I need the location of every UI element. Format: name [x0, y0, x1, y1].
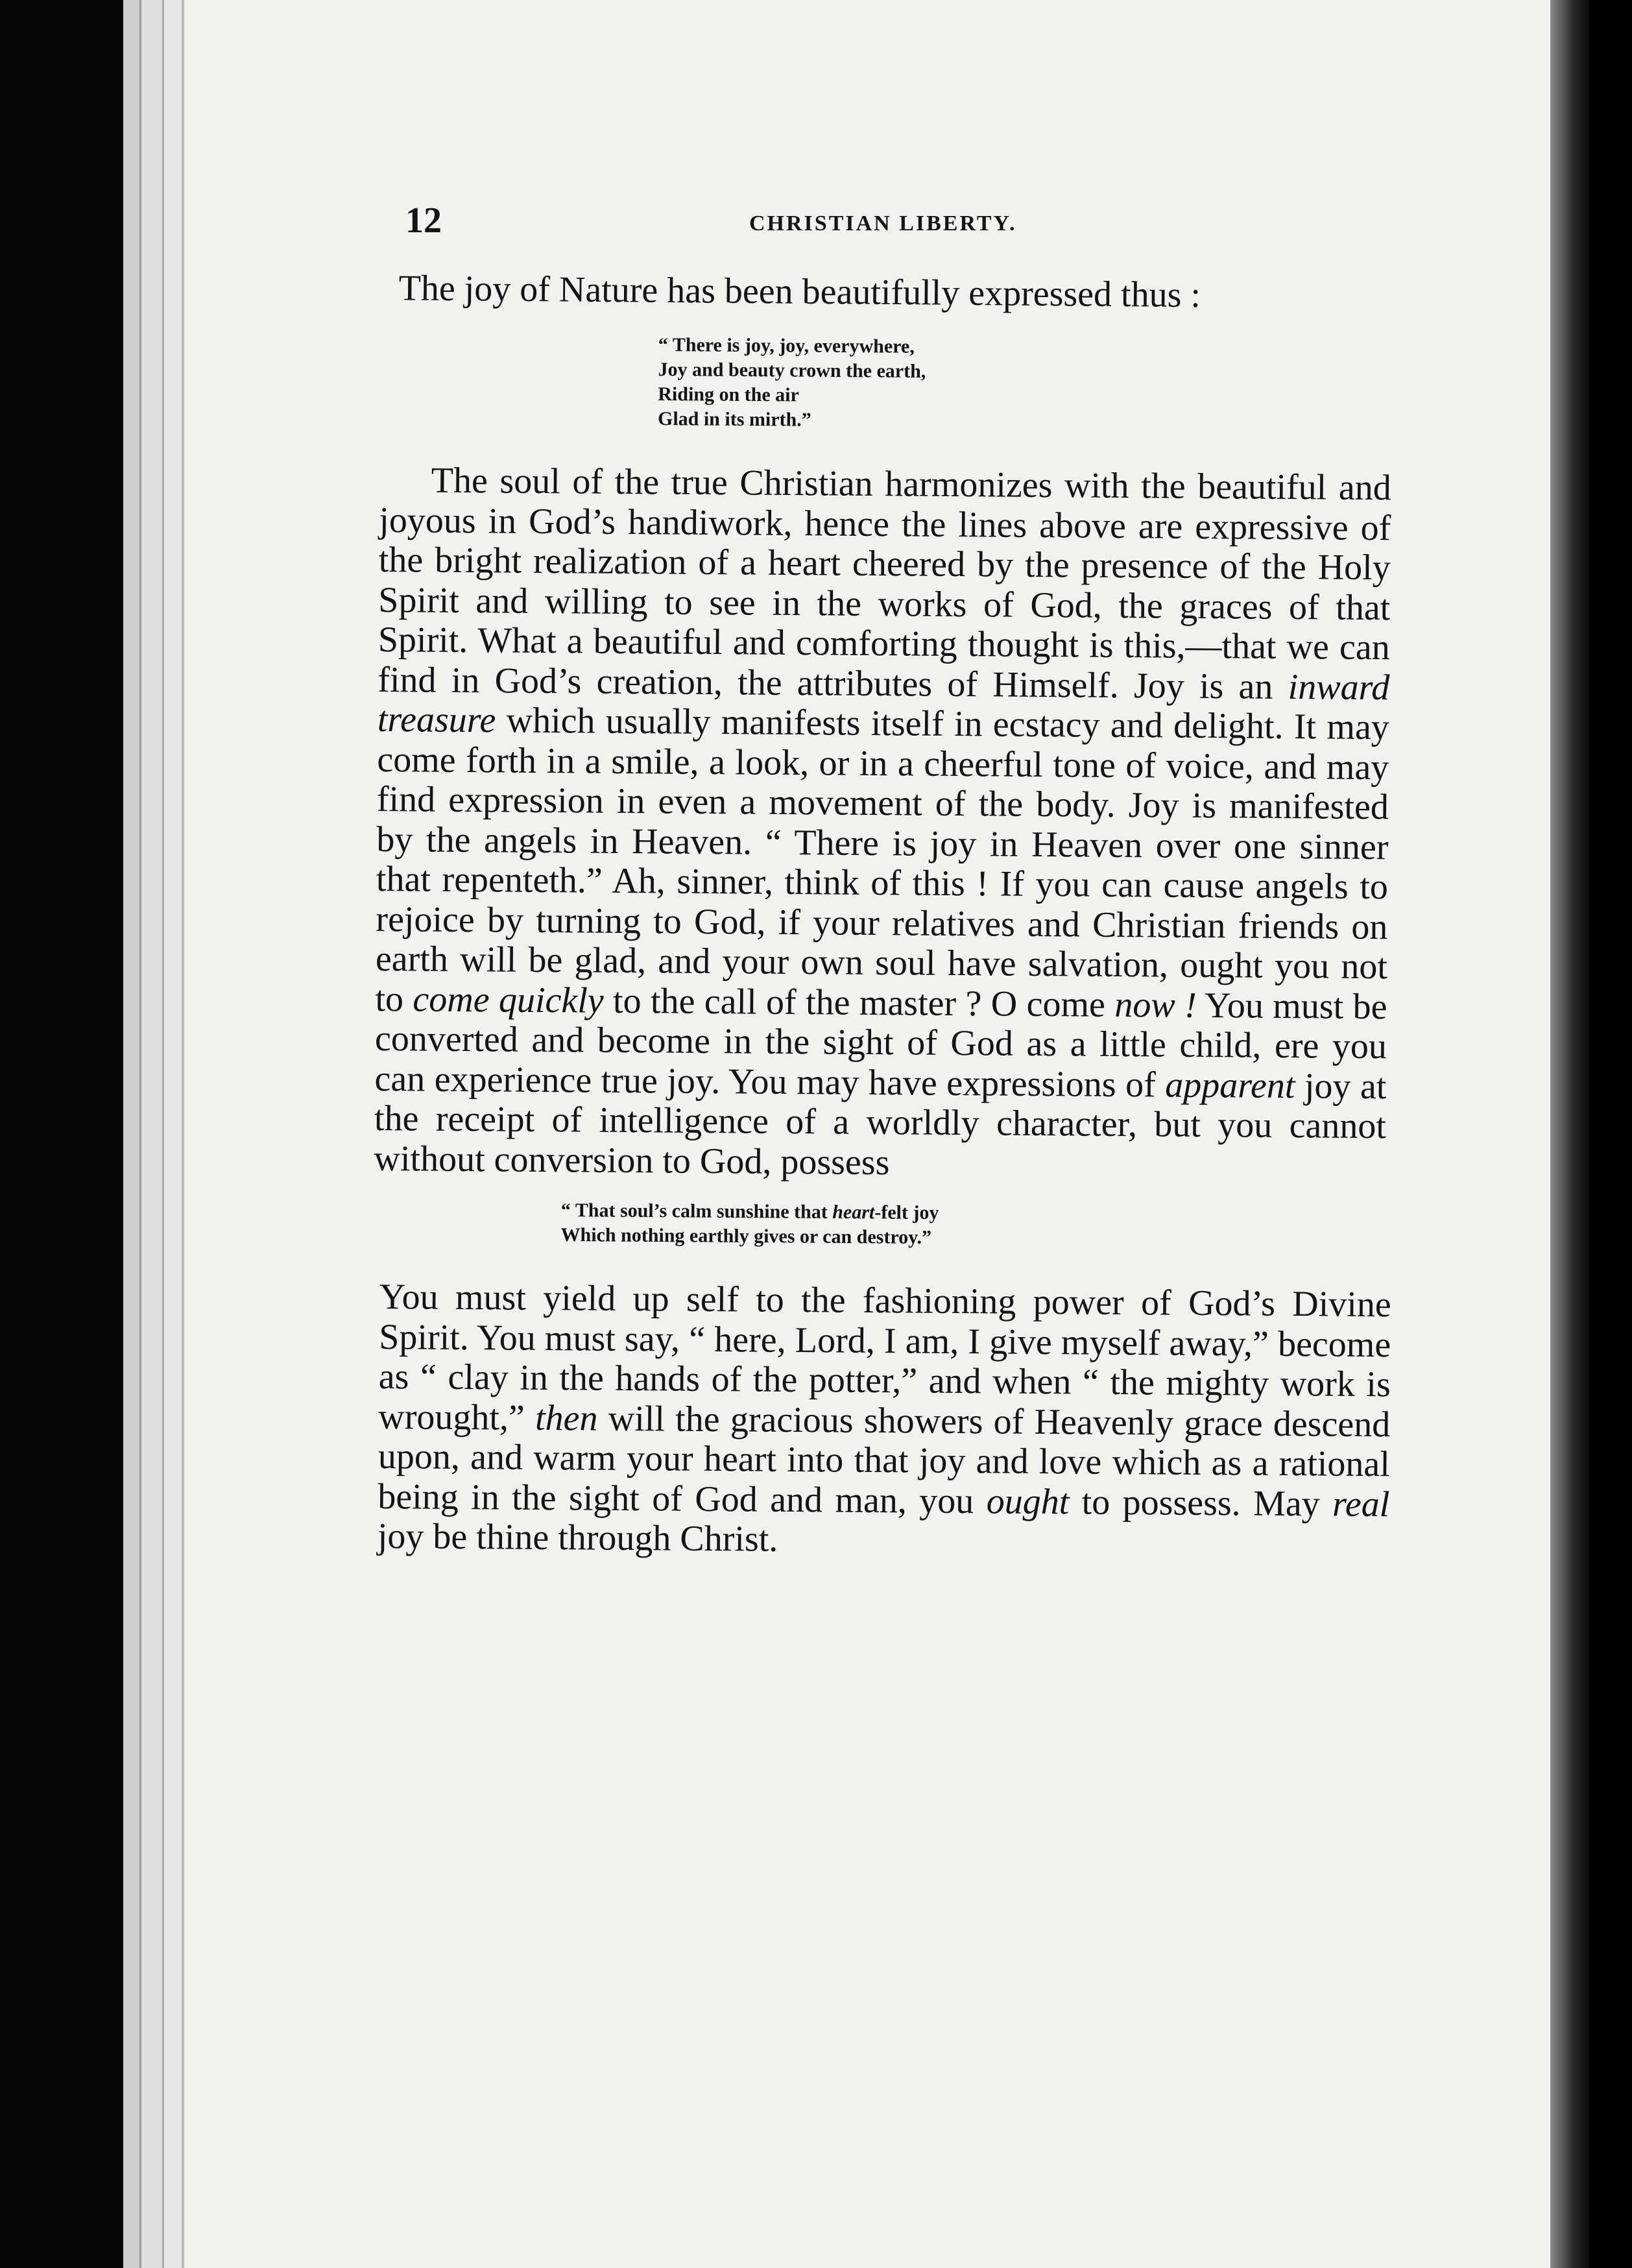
- text-run: joy at the receipt of intelligence of a worldly character, but you cannot without conversion to God, possess: [374, 1065, 1387, 1183]
- text-run: joy be thine through Christ.: [377, 1515, 778, 1560]
- verse-quote: [379, 331, 1391, 437]
- text-run: “ That soul’s calm sunshine that: [560, 1199, 833, 1223]
- emphasis: ought: [986, 1480, 1070, 1522]
- verse-quote: [379, 1197, 1391, 1253]
- intro-line: The joy of Nature has been beautifully expressed thus :: [398, 268, 1201, 316]
- verse-line: Riding on the air: [658, 383, 799, 406]
- emphasis: heart: [832, 1201, 875, 1224]
- running-head: [379, 195, 1391, 266]
- verse-line: Glad in its mirth.”: [657, 407, 811, 431]
- text-run: You must be converted and become in the sight of God as a little child, ere you can experience true joy. You may have expressions of: [374, 985, 1387, 1105]
- running-title: CHRISTIAN LIBERTY.: [749, 211, 1017, 235]
- page-text: [374, 195, 1391, 1575]
- text-run: which usually manifests itself in ecstacy and delight. It may come forth in a smile, a look, or in a cheerful tone of voice, and may find expression in even a movement of the body. Joy is manifested by the angels in Heaven. “ There is joy in Heaven over one sinner that repenteth.” Ah, sinner, think of this ! If you can cause angels to rejoice by turning to God, if your relatives and Christian friends on earth will be glad, and your own soul have salvation, ought you not to: [375, 700, 1390, 1019]
- verse-line: Joy and beauty crown the earth,: [658, 359, 926, 382]
- page-gutter-shadow: [1550, 0, 1589, 2268]
- text-run: You must yield up self to the fashioning power of God’s Divine Spirit. You must say, “ here, Lord, I am, I give myself away,” become as “ clay in the hands of the potter,” and when “ the mighty work is wrought,”: [378, 1277, 1391, 1438]
- emphasis: then: [534, 1397, 598, 1439]
- body-paragraph: [374, 461, 1391, 1187]
- emphasis: apparent: [1165, 1065, 1295, 1106]
- scan-border: [1589, 0, 1632, 2268]
- text-run: to possess. May: [1069, 1481, 1333, 1525]
- emphasis: come quickly: [413, 978, 604, 1021]
- emphasis: real: [1332, 1484, 1390, 1525]
- text-run: will the gracious showers of Heavenly grace descend upon, and warm your heart into that joy and love which as a rational being in the sight of God and man, you: [378, 1398, 1391, 1521]
- emphasis: now !: [1114, 984, 1197, 1026]
- page-number: 12: [405, 200, 442, 241]
- body-paragraph: [378, 1277, 1391, 1565]
- emphasis: inward treasure: [377, 666, 1390, 741]
- text-run: The soul of the true Christian harmonizes with the beautiful and joyous in God’s handiwork, hence the lines above are expressive of the bright realization of a heart cheered by the presence of the Holy Spirit and willing to see in the works of God, the graces of that Spirit. What a beautiful and comforting thought is this,—that we can find in God’s creation, the attributes of Himself. Joy is an: [378, 460, 1391, 707]
- text-run: -felt joy: [874, 1201, 939, 1224]
- text-run: to the call of the master ? O come: [603, 980, 1115, 1025]
- verse-line: Which nothing earthly gives or can destroy.”: [560, 1224, 932, 1248]
- verse-line: “ There is joy, joy, everywhere,: [658, 334, 915, 357]
